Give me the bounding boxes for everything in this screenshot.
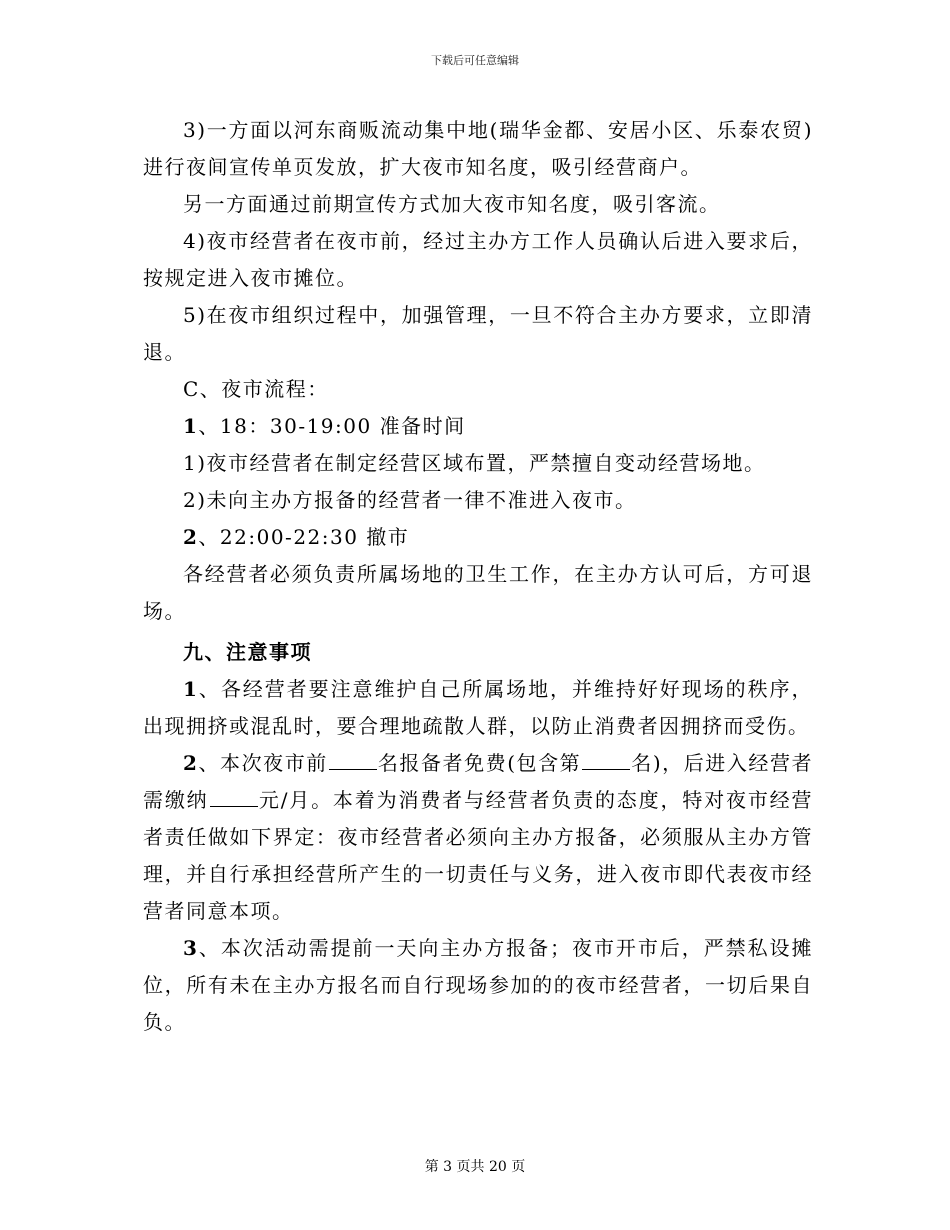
paragraph-promotion-flyers: 3)一方面以河东商贩流动集中地(瑞华金都、安居小区、乐泰农贸)进行夜间宣传单页发放，扩大夜市知名度，吸引经营商户。 <box>143 118 813 179</box>
item-number: 2 <box>183 751 199 775</box>
item-text: 名报备者免费(包含第 <box>377 751 582 775</box>
paragraph-vendor-entry: 4)夜市经营者在夜市前，经过主办方工作人员确认后进入要求后，按规定进入夜市摊位。 <box>143 229 813 290</box>
section-process-title: C、夜市流程： <box>183 377 329 401</box>
paragraph-note-2 <box>143 745 813 930</box>
item-number: 3 <box>183 936 199 960</box>
item-text: 、各经营者要注意维护自己所属场地，并维持好好现场的秩序，出现拥挤或混乱时，要合理地疏散人群，以防止消费者因拥挤而受伤。 <box>143 677 813 738</box>
item-text: 、18：30-19:00 准备时间 <box>198 414 466 438</box>
page-header: 下载后可任意编辑 <box>431 54 519 67</box>
item-text: 、本次活动需提前一天向主办方报备；夜市开市后，严禁私设摊位，所有未在主办方报名而自行现场参加的的夜市经营者，一切后果自负。 <box>143 936 813 1034</box>
paragraph-promotion-early: 另一方面通过前期宣传方式加大夜市知名度，吸引客流。 <box>183 192 721 216</box>
paragraph-note-3 <box>143 930 813 1041</box>
paragraph-close-time <box>143 519 813 556</box>
paragraph-layout-rule: 1)夜市经营者在制定经营区域布置，严禁擅自变动经营场地。 <box>183 451 766 475</box>
paragraph-note-1 <box>143 671 813 745</box>
fill-blank <box>582 753 630 770</box>
page-footer: 第 3 页共 20 页 <box>424 1159 526 1175</box>
paragraph-management: 5)在夜市组织过程中，加强管理，一旦不符合主办方要求，立即清退。 <box>143 303 813 364</box>
item-number: 1 <box>183 677 199 701</box>
fill-blank <box>329 753 377 770</box>
paragraph-prep-time <box>143 408 813 445</box>
item-text: 名)，后进入经营者需缴纳 <box>143 751 814 812</box>
item-text: 、22:00-22:30 撤市 <box>198 525 410 549</box>
item-number: 2 <box>183 525 199 549</box>
paragraph-cleanup: 各经营者必须负责所属场地的卫生工作，在主办方认可后，方可退场。 <box>143 562 813 623</box>
fill-blank <box>210 790 258 807</box>
item-text: 元/月。本着为消费者与经营者负责的态度，特对夜市经营者责任做如下界定：夜市经营者必须向主办方报备，必须服从主办方管理，并自行承担经营所产生的一切责任与义务，进入夜市即代表夜市经营者同意本项。 <box>143 788 813 923</box>
paragraph-registration-rule: 2)未向主办方报备的经营者一律不准进入夜市。 <box>183 488 637 512</box>
item-text: 、本次夜市前 <box>198 751 328 775</box>
item-number: 1 <box>183 414 199 438</box>
section-heading-notes: 九、注意事项 <box>183 640 312 664</box>
document-body <box>143 112 813 1041</box>
